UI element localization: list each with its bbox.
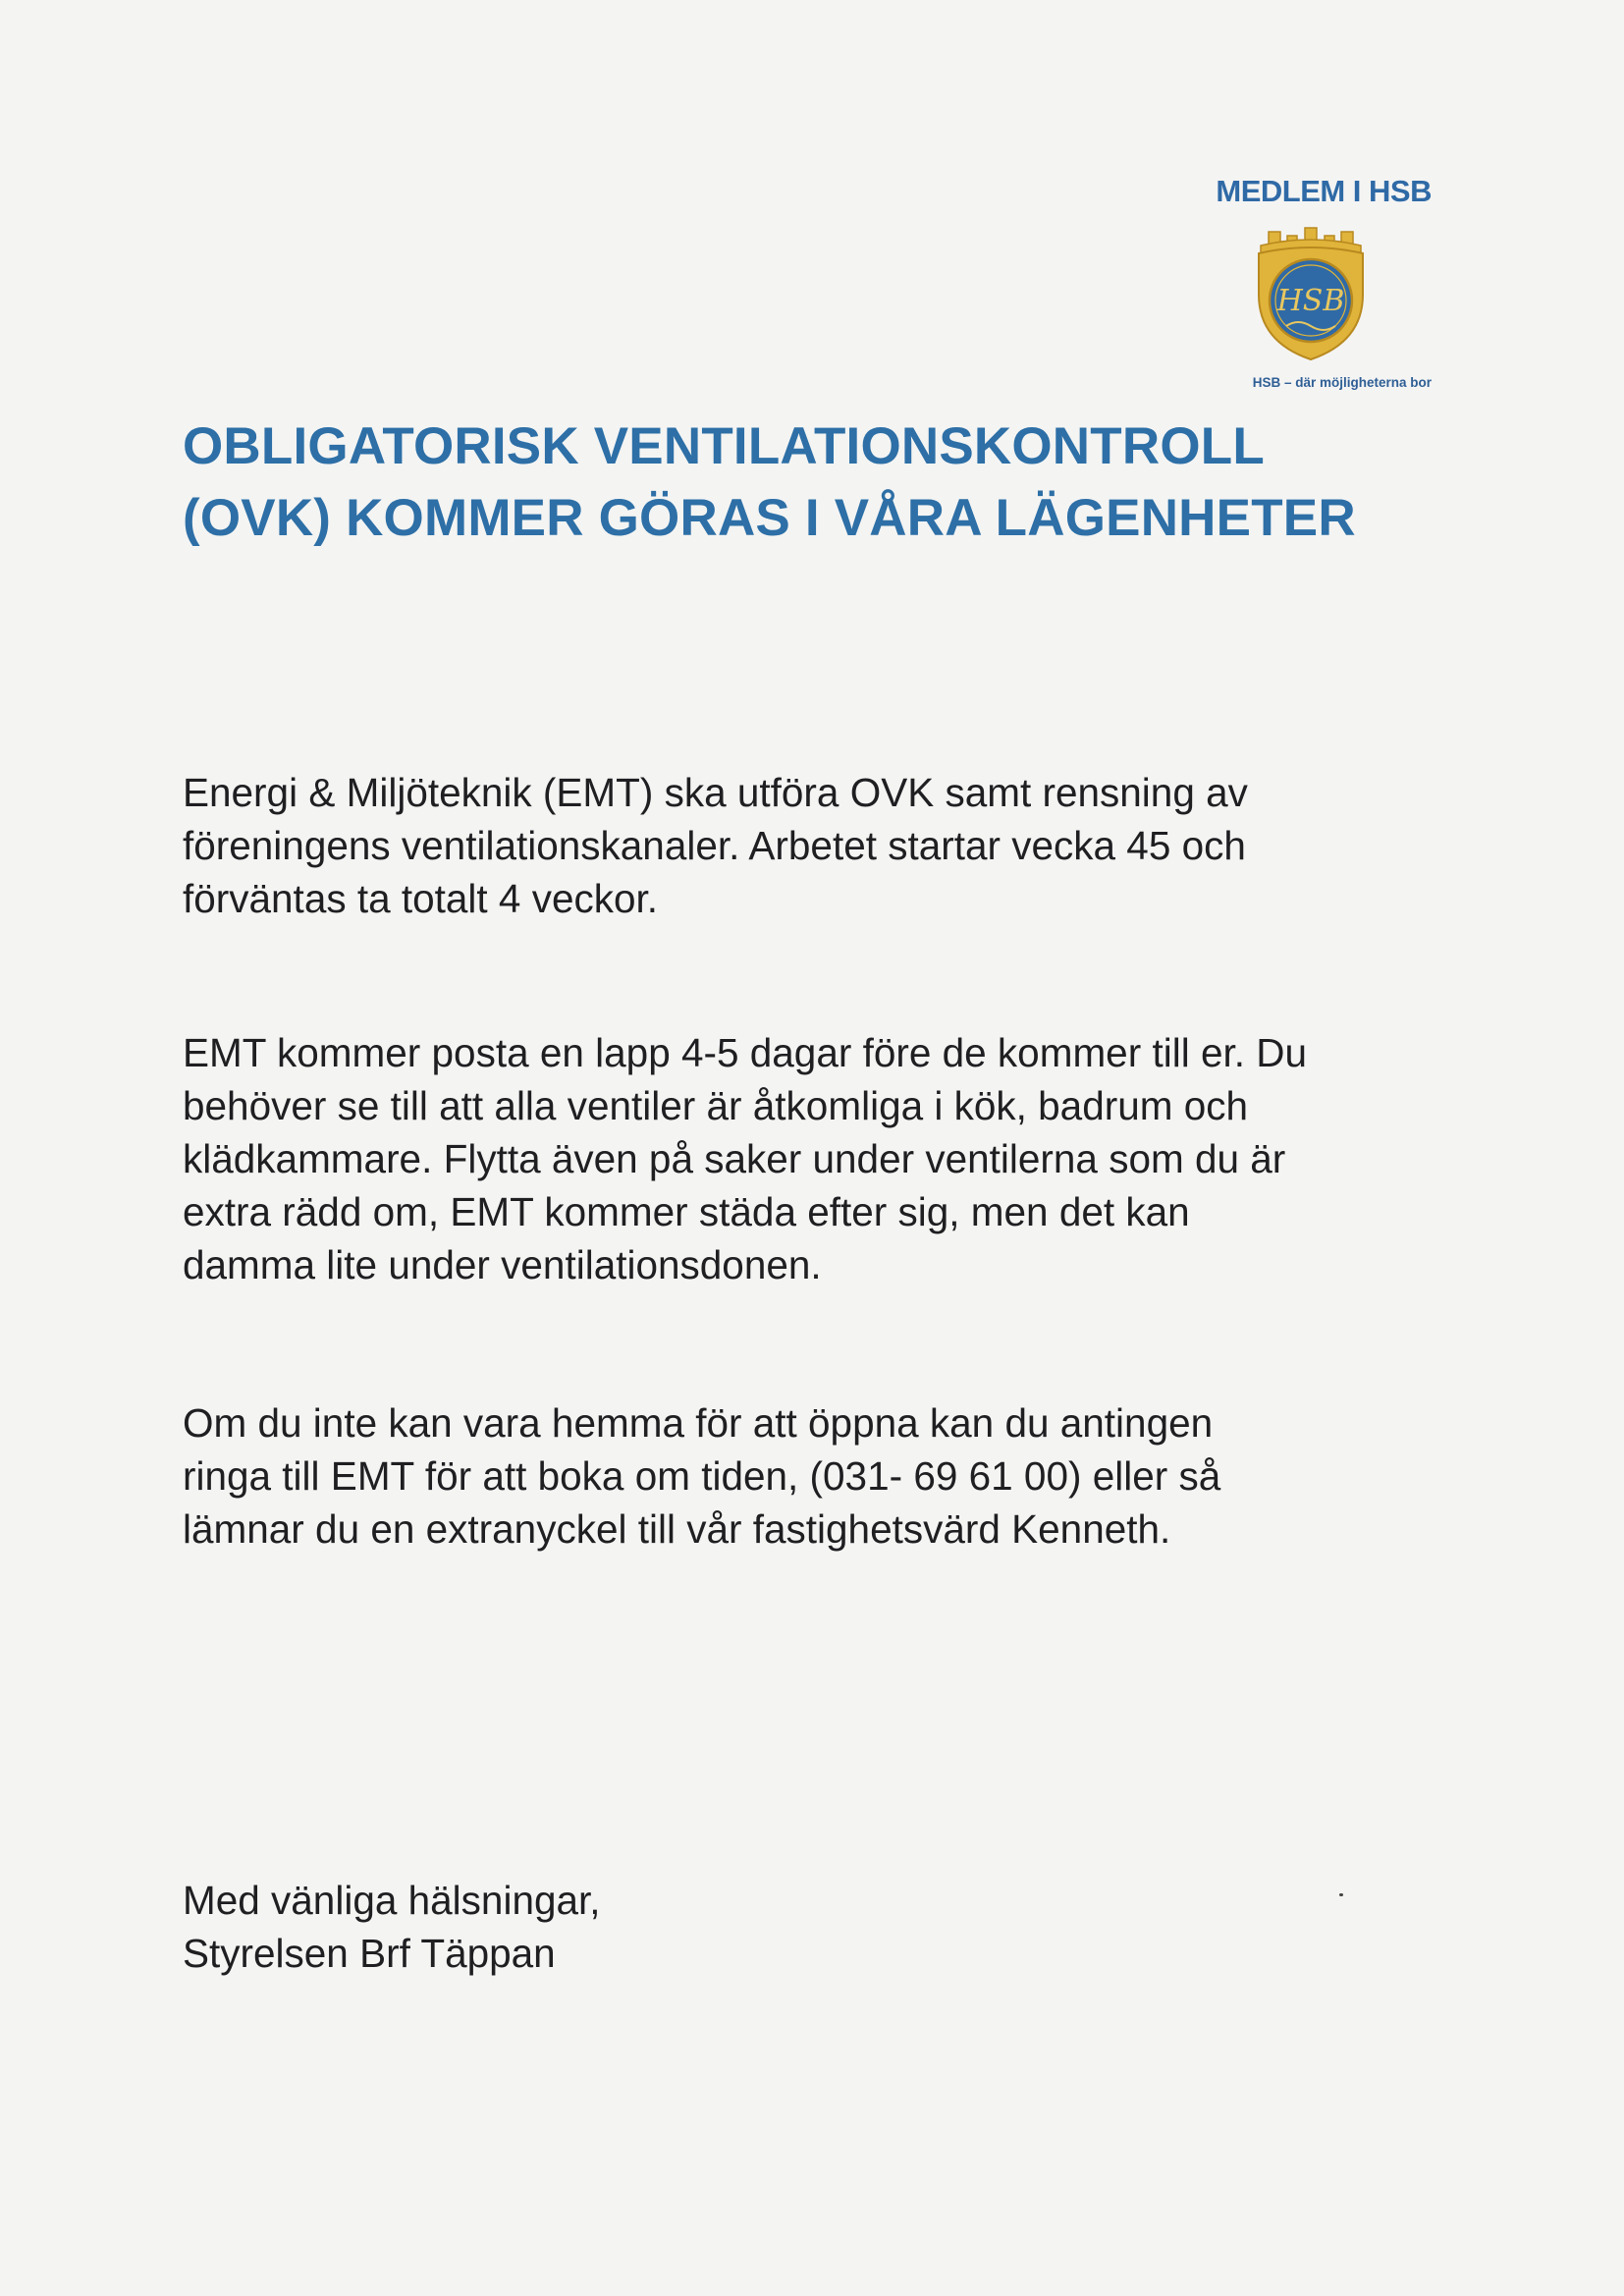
text-line: extra rädd om, EMT kommer städa efter sig, men det kan (183, 1189, 1190, 1234)
paragraph-schedule (183, 766, 1479, 925)
text-line: förväntas ta totalt 4 veckor. (183, 876, 659, 921)
paper-speck (1339, 1893, 1343, 1896)
hsb-tagline: HSB – där möjligheterna bor (1252, 375, 1432, 390)
closing-signature (183, 1874, 1479, 1980)
paragraph-rebooking (183, 1396, 1479, 1556)
text-line: klädkammare. Flytta även på saker under ventilerna som du är (183, 1136, 1286, 1181)
title-line-2: (OVK) KOMMER GÖRAS I VÅRA LÄGENHETER (183, 489, 1356, 547)
text-line: Om du inte kan vara hemma för att öppna kan du antingen (183, 1400, 1214, 1446)
text-line: ringa till EMT för att boka om tiden, (031- 69 61 00) eller så (183, 1453, 1221, 1499)
title-line-1: OBLIGATORISK VENTILATIONSKONTROLL (183, 417, 1265, 475)
member-label: MEDLEM I HSB (1216, 174, 1432, 208)
text-line: föreningens ventilationskanaler. Arbetet startar vecka 45 och (183, 823, 1246, 868)
text-line: lämnar du en extranyckel till vår fastighetsvärd Kenneth. (183, 1506, 1171, 1552)
page-title (183, 410, 1459, 554)
hsb-membership-badge (1188, 175, 1463, 391)
hsb-crest-text: HSB (1276, 284, 1345, 318)
paragraph-preparation (183, 1026, 1479, 1291)
hsb-crest-icon (1247, 226, 1375, 363)
greeting: Med vänliga hälsningar, (183, 1878, 601, 1923)
text-line: damma lite under ventilationsdonen. (183, 1242, 822, 1287)
text-line: EMT kommer posta en lapp 4-5 dagar före de kommer till er. Du (183, 1030, 1307, 1075)
signature: Styrelsen Brf Täppan (183, 1931, 556, 1976)
text-line: Energi & Miljöteknik (EMT) ska utföra OVK samt rensning av (183, 770, 1248, 815)
text-line: behöver se till att alla ventiler är åtkomliga i kök, badrum och (183, 1083, 1249, 1128)
